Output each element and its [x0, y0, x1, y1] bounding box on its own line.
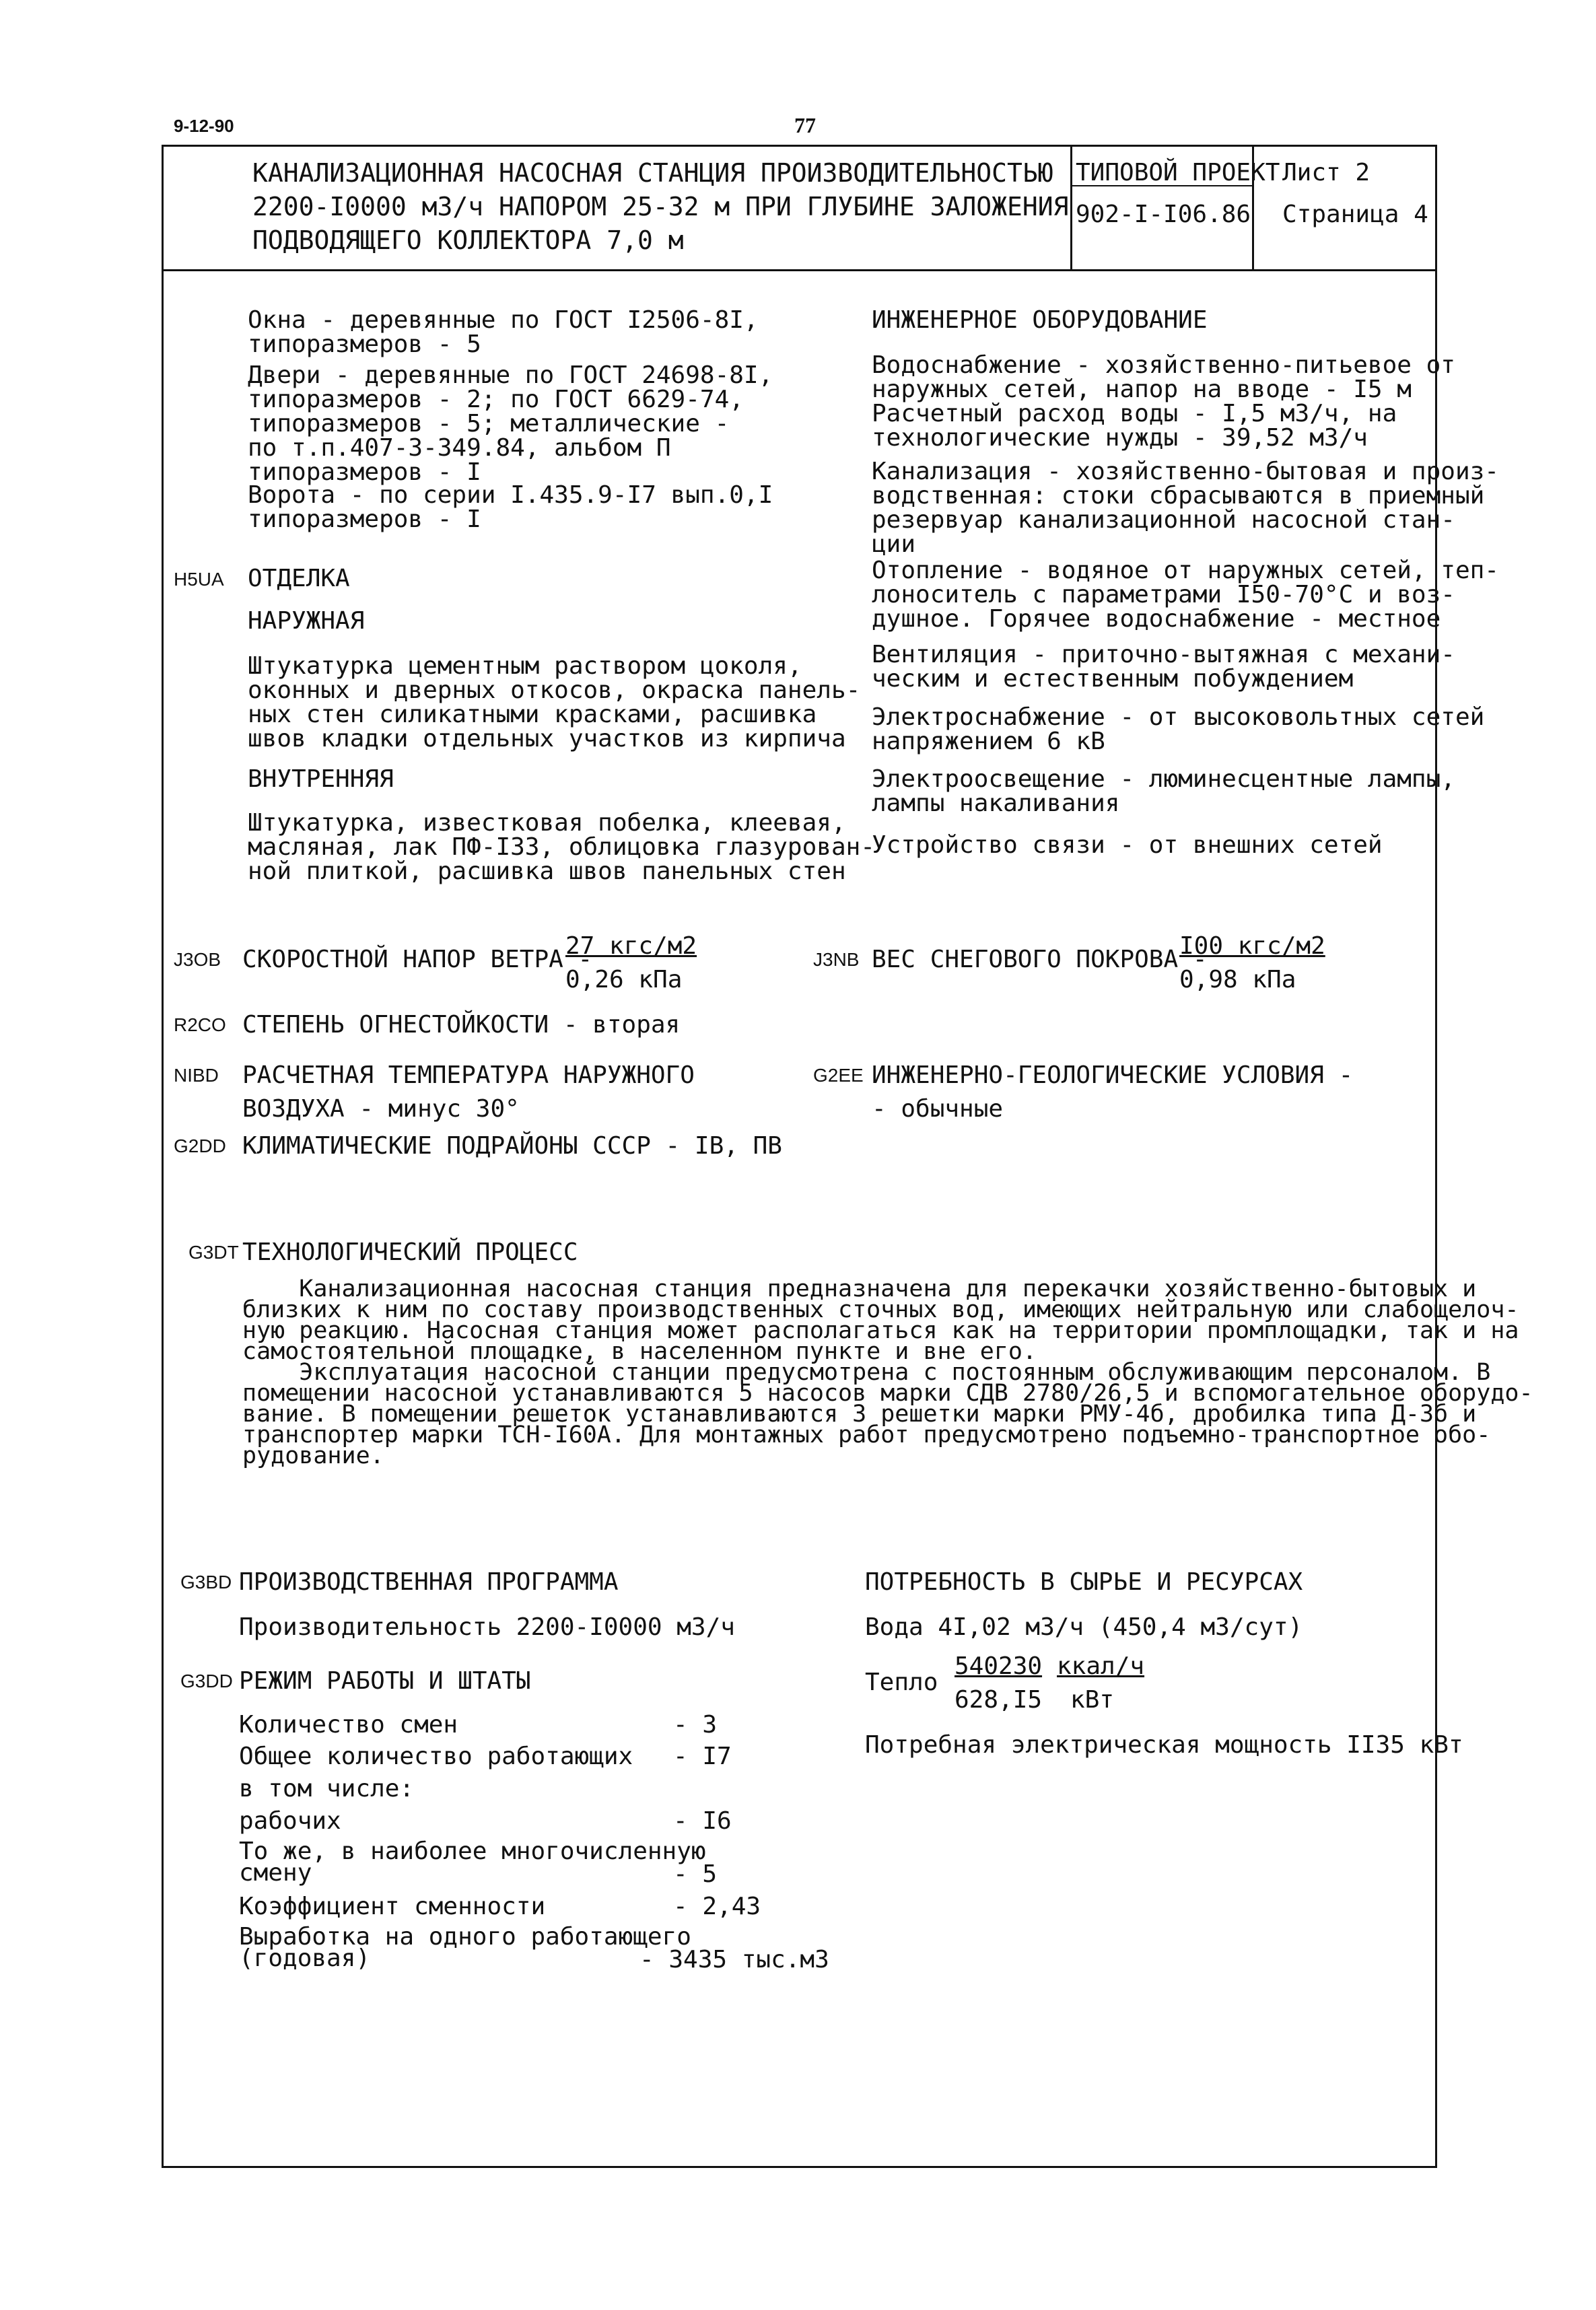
staff-row-value: - 5 — [673, 1860, 718, 1888]
staff-row-value: - I7 — [673, 1743, 732, 1770]
lighting-text — [872, 767, 1455, 816]
text-line: Двери - деревянные по ГОСТ 24698-8I, — [248, 361, 773, 389]
process-code: G3DT — [188, 1242, 239, 1263]
frame-left — [162, 145, 164, 2167]
text-line: швов кладки отдельных участков из кирпича — [248, 725, 846, 753]
equipment-title: ИНЖЕНЕРНОЕ ОБОРУДОВАНИЕ — [872, 306, 1208, 334]
header-bottom-line — [162, 269, 1437, 271]
temperature-line-1: РАСЧЕТНАЯ ТЕМПЕРАТУРА НАРУЖНОГО — [242, 1061, 695, 1089]
text-line: ных стен силикатными красками, расшивка — [248, 701, 817, 728]
windows-text — [248, 308, 759, 357]
water-supply-text — [872, 353, 1455, 450]
snow-label: ВЕС СНЕГОВОГО ПОКРОВА - — [872, 946, 1208, 973]
staff-row-value: - 2,43 — [673, 1893, 761, 1920]
gates-text — [248, 483, 773, 532]
staff-row-label: в том числе: — [239, 1775, 415, 1803]
geology-line-2: - обычные — [872, 1095, 1004, 1123]
text-line: ции — [872, 530, 916, 558]
text-line: лампы накаливания — [872, 790, 1120, 817]
staff-row-value: - 3435 тыс.м3 — [639, 1946, 829, 1973]
snow-value-kpa: 0,98 кПа — [1179, 966, 1296, 993]
resources-title: ПОТРЕБНОСТЬ В СЫРЬЕ И РЕСУРСАХ — [865, 1568, 1303, 1596]
text-line: ную реакцию. Насосная станция может располагаться как на территории промплощадки, так и на — [242, 1317, 1519, 1344]
header-divider-1 — [1070, 145, 1072, 271]
staff-row-value: - I6 — [673, 1807, 732, 1835]
text-line: Канализация - хозяйственно-бытовая и произ- — [872, 458, 1499, 485]
resources-heat-kcal-unit: ккал/ч — [1057, 1652, 1145, 1680]
text-line: типоразмеров - 5 — [248, 330, 481, 358]
resources-heat-kcal: 540230 — [955, 1652, 1043, 1680]
temperature-code: NIBD — [174, 1065, 219, 1086]
document-date: 9-12-90 — [174, 116, 234, 136]
text-line: ческим и естественным побуждением — [872, 665, 1354, 693]
snow-code: J3NB — [813, 949, 860, 970]
communication-text: Устройство связи - от внешних сетей — [872, 831, 1383, 859]
text-line: оконных и дверных откосов, окраска панель- — [248, 676, 861, 704]
wind-label: СКОРОСТНОЙ НАПОР ВЕТРА - — [242, 946, 593, 973]
text-line: Вентиляция - приточно-вытяжная с механи- — [872, 641, 1455, 668]
finish-code: H5UA — [174, 569, 224, 590]
resources-heat-label: Тепло — [865, 1669, 938, 1696]
text-line: Водоснабжение - хозяйственно-питьевое от — [872, 351, 1455, 379]
heating-text — [872, 559, 1499, 631]
staff-row-label: Общее количество работающих — [239, 1743, 633, 1770]
text-line: близких к ним по составу производственных сточных вод, имеющих нейтральную или слабощелоч- — [242, 1296, 1519, 1323]
text-line: Отопление - водяное от наружных сетей, теп- — [872, 557, 1499, 584]
resources-heat-kw-unit: кВт — [1070, 1686, 1115, 1714]
text-line: Электроосвещение - люминесцентные лампы, — [872, 765, 1455, 793]
page-label: Страница 4 — [1282, 201, 1428, 228]
fire-resistance: СТЕПЕНЬ ОГНЕСТОЙКОСТИ - вторая — [242, 1011, 681, 1039]
geology-code: G2EE — [813, 1065, 864, 1086]
text-line: ной плиткой, расшивка швов панельных стен — [248, 858, 846, 885]
page-number: 77 — [794, 113, 816, 137]
text-line: самостоятельной площадке, в населенном пункте и вне его. — [242, 1338, 1037, 1365]
text-line: по т.п.407-3-349.84, альбом П — [248, 434, 671, 462]
text-line: лоноситель с параметрами I50-70°С и воз- — [872, 581, 1455, 608]
text-line: водственная: стоки сбрасываются в приемный — [872, 482, 1485, 510]
project-label: ТИПОВОЙ ПРОЕКТ — [1076, 159, 1280, 186]
text-line: типоразмеров - I — [248, 505, 481, 533]
text-line: помещении насосной устанавливаются 5 насосов марки СДВ 2780/26,5 и вспомогательное оборудо- — [242, 1380, 1533, 1407]
interior-text — [248, 811, 875, 884]
staff-row-value: - 3 — [673, 1711, 718, 1739]
text-line: душное. Горячее водоснабжение - местное — [872, 605, 1441, 633]
text-line: Эксплуатация насосной станции предусмотрена с постоянным обслуживающим персоналом. В — [242, 1359, 1491, 1386]
staff-row-label: Количество смен — [239, 1711, 458, 1739]
text-line: напряжением 6 кВ — [872, 728, 1105, 755]
program-code: G3BD — [180, 1572, 232, 1593]
exterior-text — [248, 654, 860, 751]
text-line: резервуар канализационной насосной стан- — [872, 506, 1455, 534]
text-line: Штукатурка цементным раствором цоколя, — [248, 652, 802, 680]
ventilation-text — [872, 643, 1455, 691]
text-line: технологические нужды - 39,52 м3/ч — [872, 424, 1368, 452]
text-line: Штукатурка, известковая побелка, клеевая, — [248, 809, 846, 837]
text-line: Электроснабжение - от высоковольтных сетей — [872, 703, 1485, 731]
text-line: типоразмеров - 2; по ГОСТ 6629-74, — [248, 386, 744, 413]
project-number: 902-I-I06.86 — [1076, 201, 1251, 228]
text-line: типоразмеров - I — [248, 458, 481, 486]
text-line: типоразмеров - 5; металлические - — [248, 410, 730, 438]
resources-heat-kw: 628,I5 — [955, 1686, 1043, 1714]
resources-water: Вода 4I,02 м3/ч (450,4 м3/сут) — [865, 1613, 1303, 1641]
text-line: Расчетный расход воды - I,5 м3/ч, на — [872, 400, 1397, 427]
wind-value-kgs: 27 кгс/м2 — [565, 932, 697, 960]
program-title: ПРОИЗВОДСТВЕННАЯ ПРОГРАММА — [239, 1568, 619, 1596]
staff-row-label: То же, в наиболее многочисленную смену — [239, 1838, 706, 1887]
finish-title: ОТДЕЛКА — [248, 565, 350, 592]
frame-top — [162, 145, 1437, 147]
geology-line-1: ИНЖЕНЕРНО-ГЕОЛОГИЧЕСКИЕ УСЛОВИЯ - — [872, 1061, 1354, 1089]
text-line: транспортер марки ТСН-I60А. Для монтажных работ предусмотрено подъемно-транспортное обо- — [242, 1422, 1491, 1448]
exterior-title: НАРУЖНАЯ — [248, 607, 365, 635]
region-code: G2DD — [174, 1135, 226, 1156]
text-line: Ворота - по серии I.435.9-I7 вып.0,I — [248, 481, 773, 509]
text-line: наружных сетей, напор на вводе - I5 м — [872, 376, 1412, 403]
resources-power: Потребная электрическая мощность II35 кВт — [865, 1731, 1463, 1759]
text-line: масляная, лак ПФ-I33, облицовка глазурован- — [248, 833, 875, 861]
text-line: рудование. — [242, 1442, 384, 1469]
climate-regions: КЛИМАТИЧЕСКИЕ ПОДРАЙОНЫ СССР - IB, ПВ — [242, 1132, 782, 1160]
staff-row-label: Коэффициент сменности — [239, 1893, 546, 1920]
header-title-line: КАНАЛИЗАЦИОННАЯ НАСОСНАЯ СТАНЦИЯ ПРОИЗВОДИТЕЛЬНОСТЬЮ — [252, 158, 1053, 188]
doors-text — [248, 363, 773, 485]
wind-value-kpa: 0,26 кПа — [565, 966, 683, 993]
frame-bottom — [162, 2166, 1437, 2168]
wind-code: J3OB — [174, 949, 221, 970]
power-supply-text — [872, 705, 1484, 754]
staff-title: РЕЖИМ РАБОТЫ И ШТАТЫ — [239, 1667, 531, 1695]
process-title: ТЕХНОЛОГИЧЕСКИЙ ПРОЦЕСС — [242, 1238, 578, 1266]
sewer-text — [872, 460, 1499, 557]
header-title-line: 2200-I0000 м3/ч НАПОРОМ 25-32 м ПРИ ГЛУБИНЕ ЗАЛОЖЕНИЯ — [252, 192, 1069, 221]
text-line: Окна - деревянные по ГОСТ I2506-8I, — [248, 306, 759, 334]
fire-code: R2CO — [174, 1014, 226, 1035]
header-title — [252, 156, 1069, 257]
sheet-label: Лист 2 — [1282, 159, 1371, 186]
text-line: Канализационная насосная станция предназначена для перекачки хозяйственно-бытовых и — [242, 1275, 1477, 1302]
staff-row-label: Выработка на одного работающего (годовая) — [239, 1923, 691, 1972]
interior-title: ВНУТРЕННЯЯ — [248, 765, 394, 793]
header-title-line: ПОДВОДЯЩЕГО КОЛЛЕКТОРА 7,0 м — [252, 225, 684, 255]
text-line: вание. В помещении решеток устанавливаются 3 решетки марки РМУ-4б, дробилка типа Д-3б и — [242, 1401, 1477, 1428]
program-capacity: Производительность 2200-I0000 м3/ч — [239, 1613, 735, 1641]
process-text — [242, 1275, 1533, 1469]
staff-row-label: рабочих — [239, 1807, 341, 1835]
staff-code: G3DD — [180, 1671, 233, 1691]
temperature-line-2: ВОЗДУХА - минус 30° — [242, 1095, 520, 1123]
snow-value-kgs: I00 кгс/м2 — [1179, 932, 1325, 960]
